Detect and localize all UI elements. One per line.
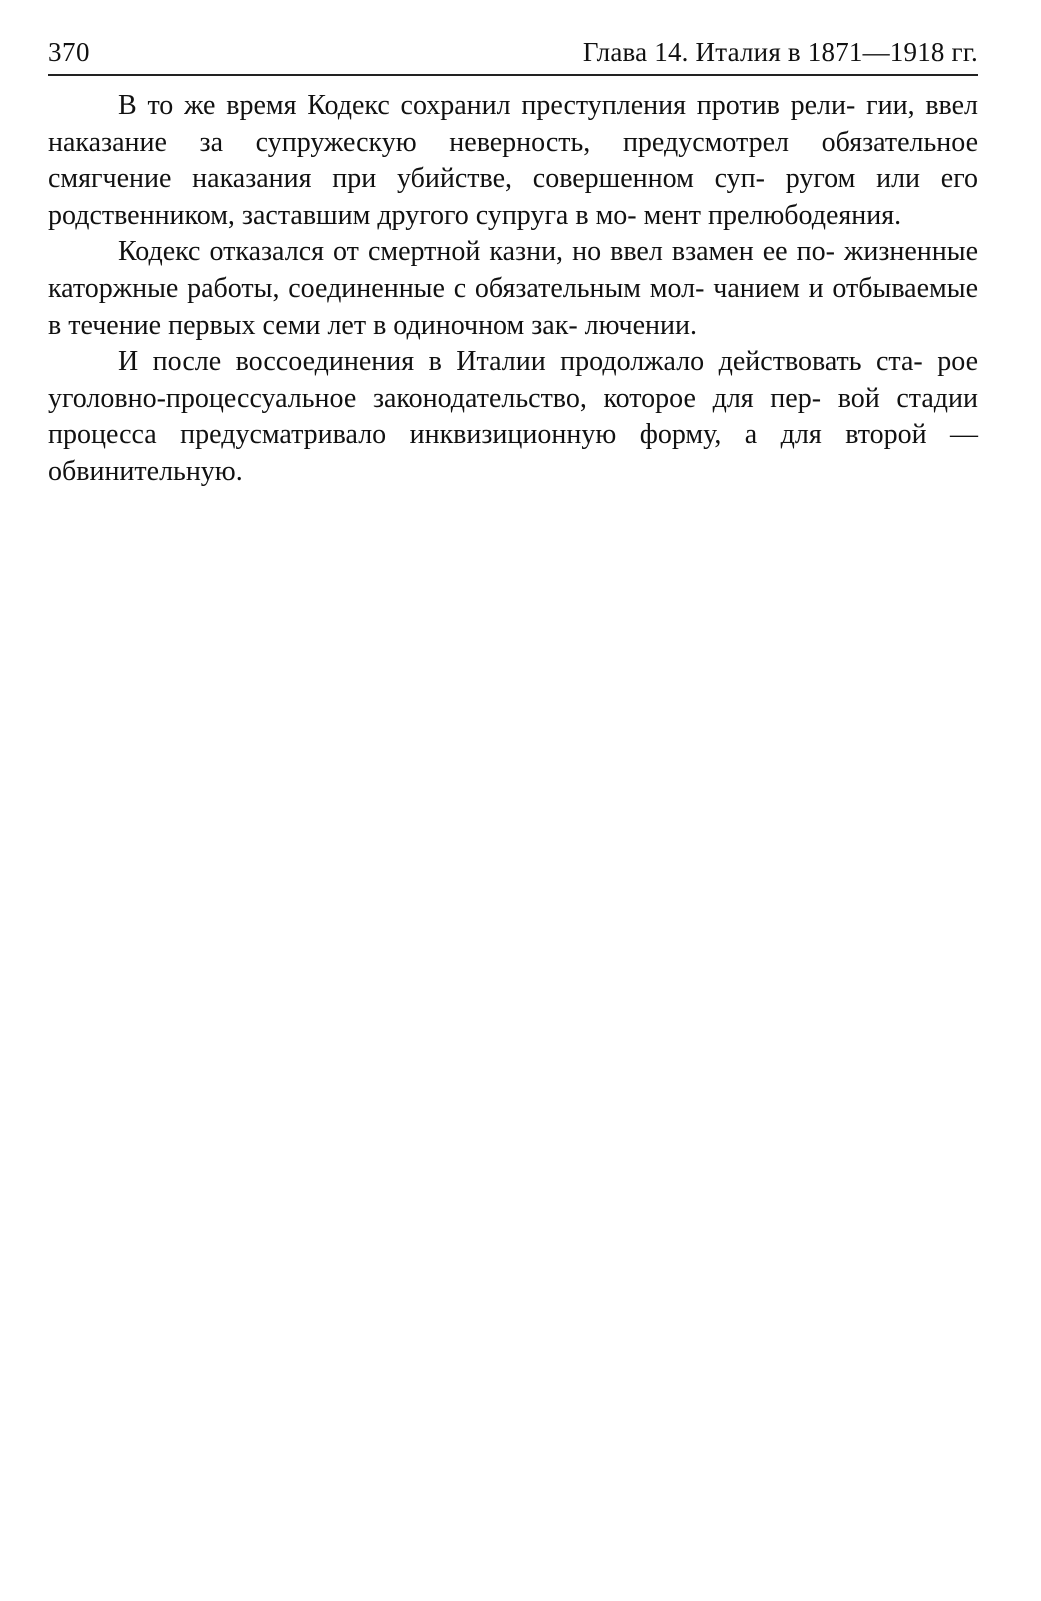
running-header: [48, 36, 978, 76]
text-line: Кодекс отказался от смертной казни, но ввел взамен ее по-: [118, 236, 835, 268]
paragraph-2: [48, 234, 978, 344]
text-line: мент прелюбодеяния.: [643, 199, 902, 231]
text-line: гии, ввел наказание за супружескую неверность, предусмотрел: [48, 90, 979, 158]
paragraph-1: [48, 88, 978, 234]
paragraph-3: [48, 344, 978, 490]
chapter-title: Глава 14. Италия в 1871—1918 гг.: [582, 37, 978, 67]
text-line: вой стадии процесса предусматривало инквизиционную форму, а: [48, 382, 978, 451]
text-line: жизненные каторжные работы, соединенные с обязательным мол-: [48, 236, 978, 304]
text-line: И после воссоединения в Италии продолжало действовать ста-: [118, 346, 923, 378]
text-line: ругом или его родственником, заставшим другого супруга в мо-: [48, 163, 979, 231]
text-line: чанием и отбываемые в течение первых семи лет в одиночном зак-: [48, 272, 978, 341]
text-line: для второй — обвинительную.: [48, 419, 978, 487]
page-number: 370: [48, 37, 90, 67]
text-line: лючении.: [584, 309, 697, 341]
text-line: обязательное смягчение наказания при убийстве, совершенном суп-: [48, 126, 978, 195]
book-page: [48, 36, 978, 491]
text-line: В то же время Кодекс сохранил преступления против рели-: [118, 90, 856, 121]
text-line: рое уголовно-процессуальное законодательство, которое для пер-: [48, 346, 979, 414]
body-text: [48, 88, 978, 491]
